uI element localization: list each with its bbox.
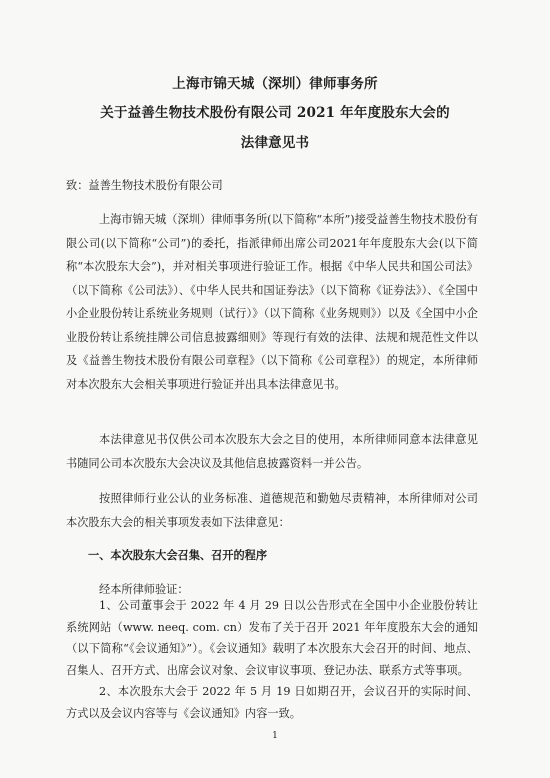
title-line-1: 上海市锦天城（深圳）律师事务所 (172, 76, 378, 92)
section-1-heading: 一、本次股东大会召集、召开的程序 (88, 548, 268, 562)
title-line-3: 法律意见书 (240, 135, 310, 151)
usage-paragraph: 本法律意见书仅供公司本次股东大会之目的使用，本所律师同意本法律意见书随同公司本次股东大会决议及其他信息披露资料一并公告。 (66, 433, 478, 470)
title-line-2: 关于益善生物技术股份有限公司 2021 年年度股东大会的 (100, 105, 450, 121)
verify-label: 经本所律师验证： (99, 583, 189, 596)
section-1-item-1: 1、公司董事会于 2022 年 4 月 29 日以公告形式在全国中小企业股份转让系统网站（www. neeq. com. cn）发布了关于召开 2021 年年度股东大会的通知（以下简称“《会议通知》”）。《会议通知》载明了本次股东大会召开的时间、地点、召集人、召开方式、出席会议对象、会议审议事项、登记办法、联系方式等事项。 (66, 599, 478, 677)
page-number: 1 (272, 731, 278, 741)
addressee: 致：益善生物技术股份有限公司 (66, 179, 223, 192)
opinion-paragraph: 按照律师行业公认的业务标准、道德规范和勤勉尽责精神，本所律师对公司本次股东大会的相关事项发表如下法律意见： (66, 492, 478, 529)
intro-paragraph: 上海市锦天城（深圳）律师事务所(以下简称“本所”)接受益善生物技术股份有限公司(以下简称“公司”)的委托，指派律师出席公司2021年年度股东大会(以下简称“本次股东大会”)，并对相关事项进行验证工作。根据《中华人民共和国公司法》（以下简称《公司法》）、《中华人民共和国证券法》（以下简称《证券法》）、《全国中小企业股份转让系统业务规则（试行）》（以下简称《业务规则》）以及《全国中小企业股份转让系统挂牌公司信息披露细则》等现行有效的法律、法规和规范性文件以及《益善生物技术股份有限公司章程》（以下简称《公司章程》）的规定，本所律师对本次股东大会相关事项进行验证并出具本法律意见书。 (66, 213, 478, 391)
section-1-item-2: 2、本次股东大会于 2022 年 5 月 19 日如期召开，会议召开的实际时间、方式以及会议内容等与《会议通知》内容一致。 (66, 685, 478, 720)
